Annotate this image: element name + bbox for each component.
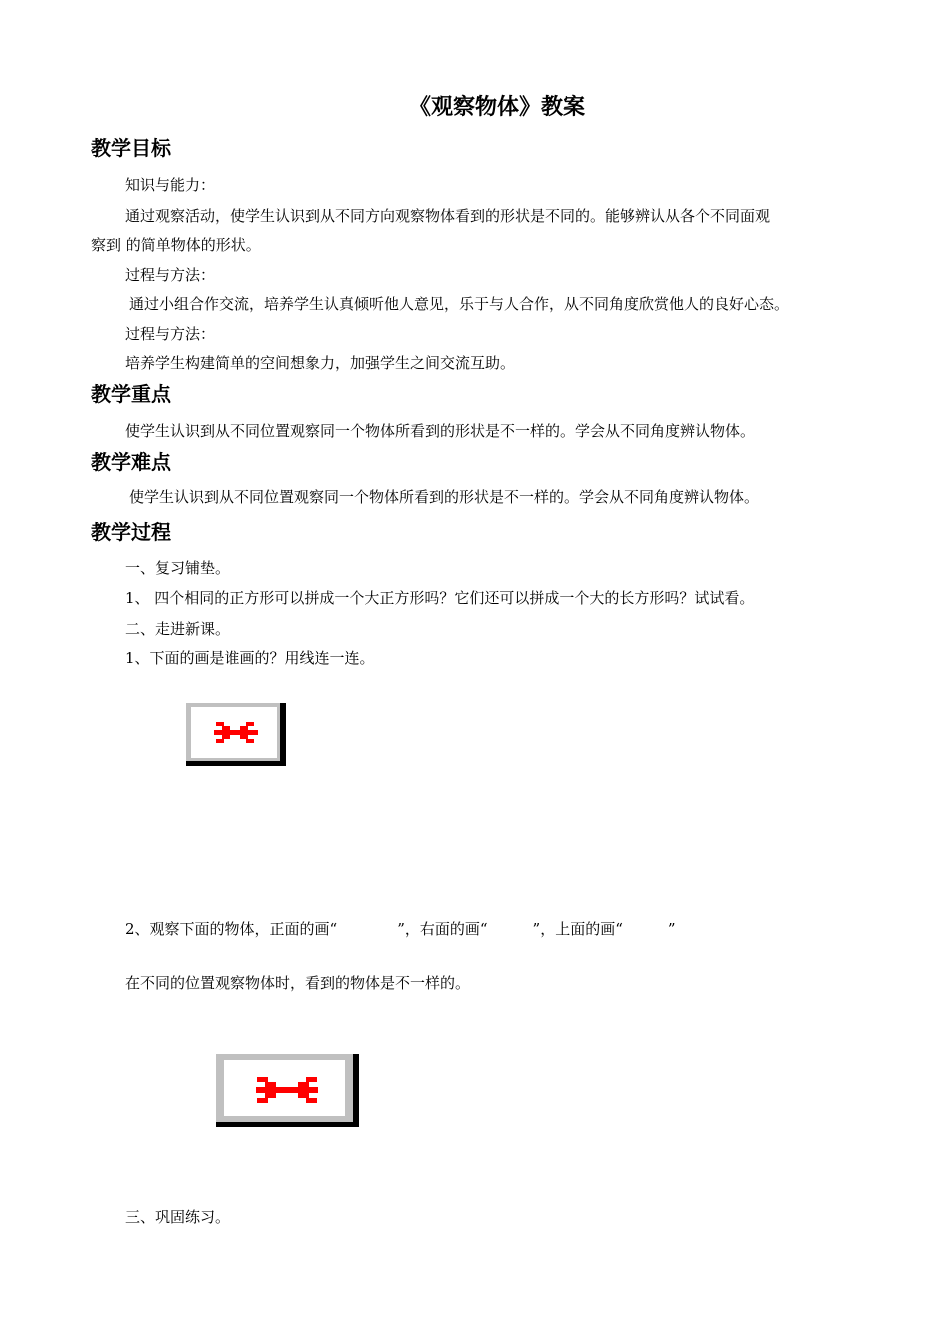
- keypoint-para: 使学生认识到从不同位置观察同一个物体所看到的形状是不一样的。学会从不同角度辨认物体。: [125, 422, 756, 440]
- difficulty-para: 使学生认识到从不同位置观察同一个物体所看到的形状是不一样的。学会从不同角度辨认物体。: [129, 488, 760, 506]
- broken-image-icon: [216, 1054, 359, 1127]
- process-step3: 三、巩固练习。: [125, 1208, 231, 1226]
- goals-para2: 通过小组合作交流，培养学生认真倾听他人意见，乐于与人合作，从不同角度欣赏他人的良好心态。: [129, 295, 790, 313]
- broken-image-icon: [186, 703, 286, 766]
- process-step2-item2: 2、观察下面的物体，正面的画“ ”，右面的画“ ”，上面的画“ ”: [125, 920, 676, 938]
- process-step2-item1: 1、下面的画是谁画的？用线连一连。: [125, 649, 375, 667]
- goals-sub1: 知识与能力：: [125, 176, 216, 194]
- goals-para3: 培养学生构建简单的空间想象力，加强学生之间交流互助。: [125, 354, 516, 372]
- heading-difficulty: 教学难点: [91, 450, 171, 474]
- goals-sub3: 过程与方法：: [125, 325, 216, 343]
- goals-sub2: 过程与方法：: [125, 266, 216, 284]
- goals-para1-line2: 察到 的简单物体的形状。: [91, 236, 261, 254]
- process-step2-note: 在不同的位置观察物体时，看到的物体是不一样的。: [125, 974, 471, 992]
- process-step1-item: 1、 四个相同的正方形可以拼成一个大正方形吗？它们还可以拼成一个大的长方形吗？试试看。: [125, 589, 755, 607]
- heading-keypoint: 教学重点: [91, 382, 171, 406]
- process-step1: 一、复习铺垫。: [125, 559, 231, 577]
- goals-para1-line1: 通过观察活动，使学生认识到从不同方向观察物体看到的形状是不同的。能够辨认从各个不同面观: [125, 207, 771, 225]
- heading-goals: 教学目标: [91, 136, 171, 160]
- heading-process: 教学过程: [91, 520, 171, 544]
- process-step2: 二、走进新课。: [125, 620, 231, 638]
- page-title: 《观察物体》教案: [409, 94, 586, 120]
